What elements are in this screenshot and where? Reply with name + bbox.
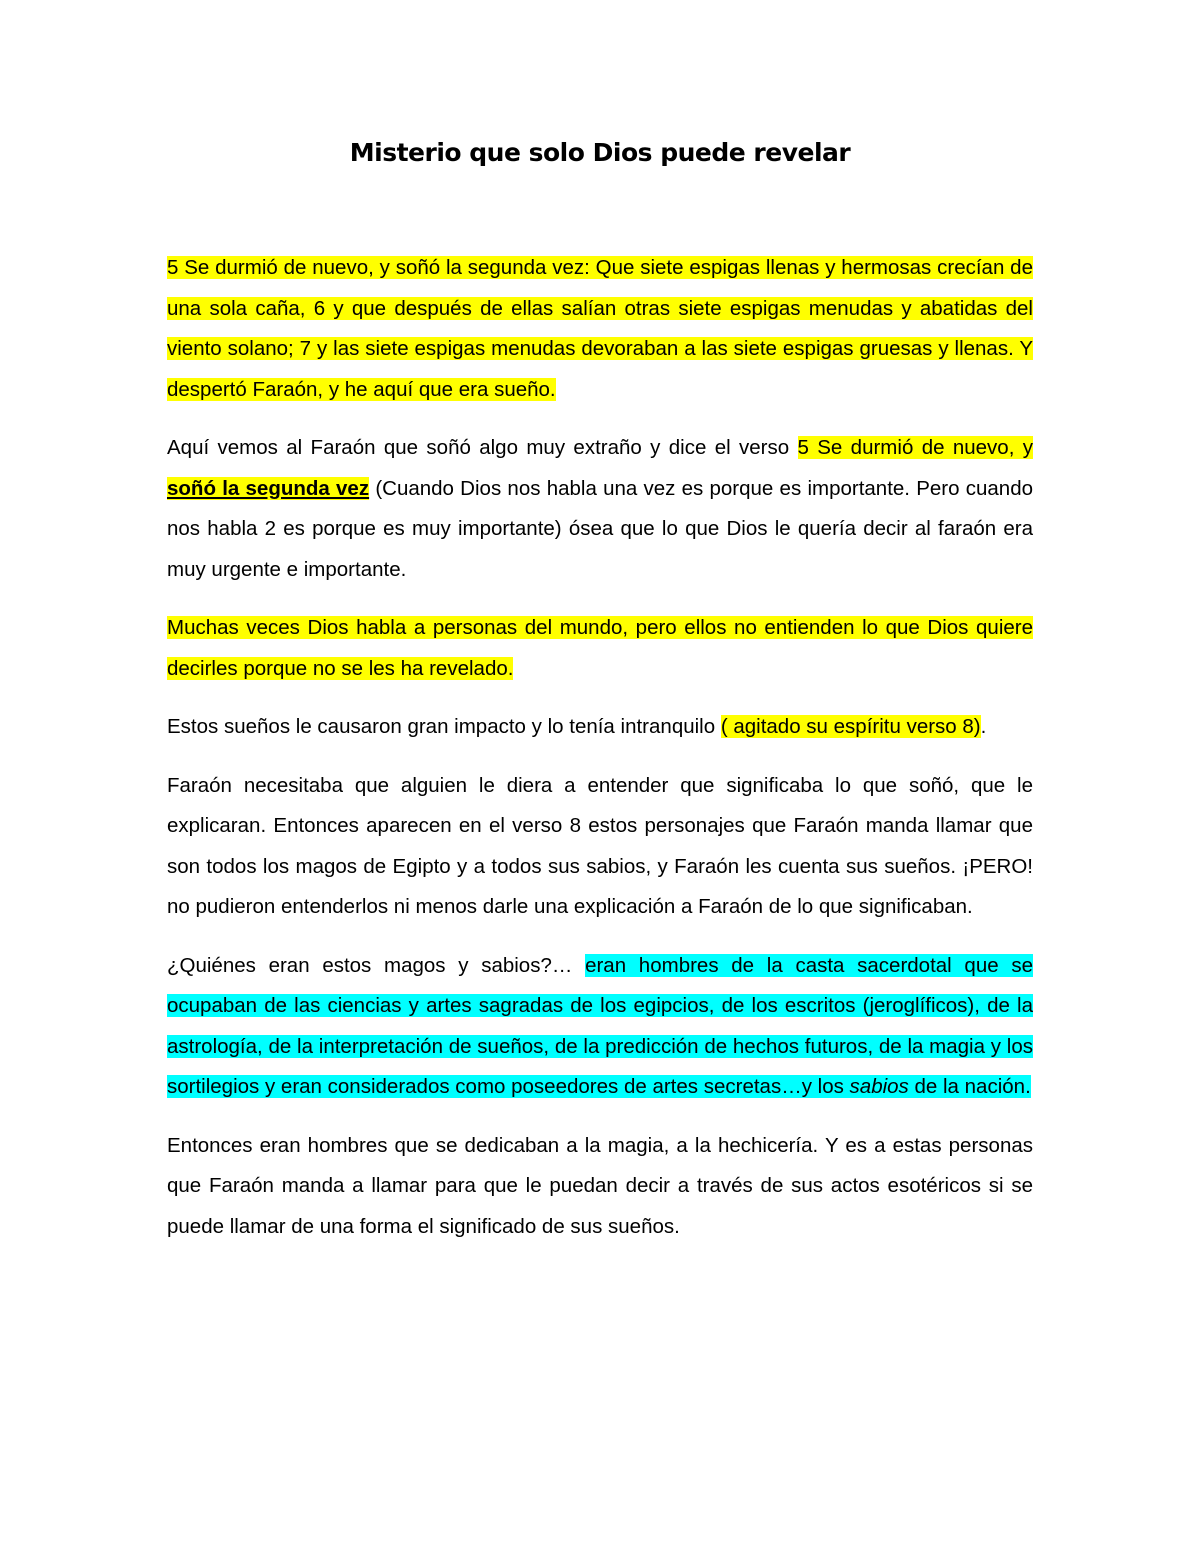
paragraph-7	[167, 1126, 1033, 1248]
paragraph-text: ¿Quiénes eran estos magos y sabios?…	[167, 953, 586, 977]
paragraph-5	[167, 766, 1033, 928]
paragraph-6	[167, 946, 1033, 1108]
highlighted-text-cyan: eran hombres de la casta sacerdotal que se ocupaban de las ciencias y artes sagradas de los egipcios, de los escritos (jeroglíficos), de la astrología, de la interpretación de sueños, de la predicción de hechos futuros, de la magia y los sortilegios y eran considerados como poseedores de artes secretas…y los	[167, 953, 1033, 1098]
highlighted-text: 5 Se durmió de nuevo, y soñó la segunda vez: Que siete espigas llenas y hermosas crecían de una sola caña, 6 y que después de ellas salían otras siete espigas menudas y abatidas del viento solano; 7 y las siete espigas menudas devoraban a las siete espigas gruesas y llenas. Y despertó Faraón, y he aquí que era sueño.	[167, 256, 1033, 401]
highlighted-text: 5 Se durmió de nuevo, y	[797, 436, 1033, 459]
highlighted-text: Muchas veces Dios habla a personas del mundo, pero ellos no entienden lo que Dios quiere decirles porque no se les ha revelado.	[167, 616, 1033, 680]
document-title: Misterio que solo Dios puede revelar	[349, 138, 851, 167]
paragraph-1	[167, 248, 1033, 410]
paragraph-text: (Cuando Dios nos habla una vez es porque es importante. Pero cuando nos habla 2 es porque es muy importante) ósea que lo que Dios le quería decir al faraón era muy urgente e importante.	[167, 476, 1033, 581]
paragraph-2	[167, 428, 1033, 590]
paragraph-text: .	[980, 715, 987, 738]
paragraph-text: Estos sueños le causaron gran impacto y lo tenía intranquilo	[167, 715, 721, 738]
paragraph-text: Aquí vemos al Faraón que soñó algo muy extraño y dice el verso	[167, 436, 798, 459]
highlighted-text-cyan: de la nación.	[908, 1075, 1031, 1098]
paragraph-text: Entonces eran hombres que se dedicaban a la magia, a la hechicería. Y es a estas personas que Faraón manda a llamar para que le puedan decir a través de sus actos esotéricos si se puede llamar de una forma el significado de sus sueños.	[167, 1133, 1033, 1238]
highlighted-text: ( agitado su espíritu verso 8)	[720, 715, 981, 738]
paragraph-4	[167, 707, 1033, 748]
italic-text: sabios	[849, 1075, 909, 1098]
paragraph-3	[167, 608, 1033, 689]
paragraph-text: Faraón necesitaba que alguien le diera a entender que significaba lo que soñó, que le explicaran. Entonces aparecen en el verso 8 estos personajes que Faraón manda llamar que son todos los magos de Egipto y a todos sus sabios, y Faraón les cuenta sus sueños. ¡PERO! no pudieron entenderlos ni menos darle una explicación a Faraón de lo que significaban.	[167, 773, 1033, 918]
underlined-bold-text: soñó la segunda vez	[167, 476, 370, 500]
document-body	[167, 248, 1033, 1265]
